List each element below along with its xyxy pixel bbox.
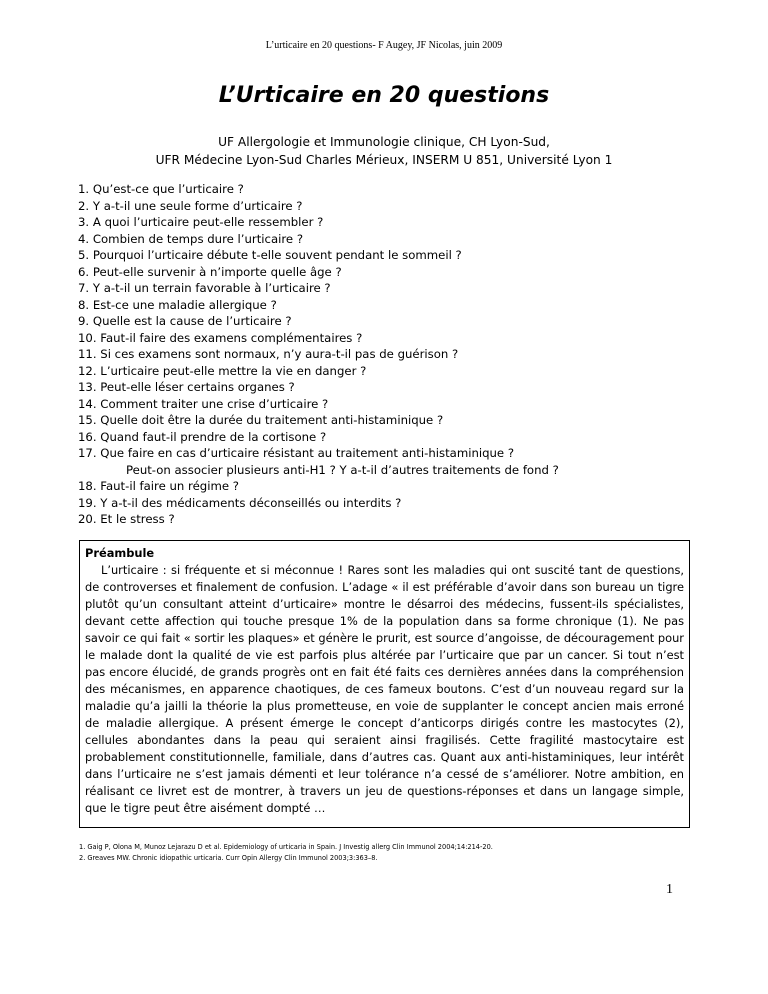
question-item: 5. Pourquoi l’urticaire débute t-elle souvent pendant le sommeil ?	[78, 248, 462, 262]
question-item: 7. Y a-t-il un terrain favorable à l’urticaire ?	[78, 281, 331, 295]
reference-item: 2. Greaves MW. Chronic idiopathic urticaria. Curr Opin Allergy Clin Immunol 2003;3:363–8.	[79, 854, 378, 862]
references	[79, 842, 699, 864]
question-item: 9. Quelle est la cause de l’urticaire ?	[78, 314, 292, 328]
question-item: 8. Est-ce une maladie allergique ?	[78, 297, 277, 312]
question-item: 6. Peut-elle survenir à n’importe quelle âge ?	[78, 264, 342, 279]
affiliation-line-2: UFR Médecine Lyon-Sud Charles Mérieux, INSERM U 851, Université Lyon 1	[155, 153, 613, 167]
question-item: 1. Qu’est-ce que l’urticaire ?	[78, 182, 244, 196]
question-item: 16. Quand faut-il prendre de la cortisone ?	[78, 429, 327, 444]
question-item: 13. Peut-elle léser certains organes ?	[78, 380, 295, 394]
question-list	[78, 181, 718, 528]
preamble-box	[79, 540, 690, 828]
question-item: 12. L’urticaire peut-elle mettre la vie en danger ?	[78, 363, 367, 378]
page-number: 1	[666, 882, 673, 897]
document-title: L’Urticaire en 20 questions	[218, 83, 550, 108]
question-item: 17. Que faire en cas d’urticaire résistant au traitement anti-histaminique ?	[78, 446, 515, 460]
question-item: 10. Faut-il faire des examens complémentaires ?	[78, 330, 363, 345]
question-item: 20. Et le stress ?	[78, 512, 175, 526]
question-item-continuation: Peut-on associer plusieurs anti-H1 ? Y a-t-il d’autres traitements de fond ?	[126, 462, 559, 477]
question-item: 11. Si ces examens sont normaux, n’y aura-t-il pas de guérison ?	[78, 347, 459, 361]
question-item: 2. Y a-t-il une seule forme d’urticaire ?	[78, 198, 303, 213]
question-item: 14. Comment traiter une crise d’urticaire ?	[78, 396, 329, 411]
preamble-heading: Préambule	[85, 546, 155, 560]
reference-item: 1. Gaig P, Olona M, Munoz Lejarazu D et al. Epidemiology of urticaria in Spain. J Investig allerg Clin Immunol 2004;14:214-20.	[79, 843, 493, 851]
question-item: 19. Y a-t-il des médicaments déconseillés ou interdits ?	[78, 495, 402, 510]
question-item: 15. Quelle doit être la durée du traitement anti-histaminique ?	[78, 413, 444, 427]
question-item: 4. Combien de temps dure l’urticaire ?	[78, 231, 304, 246]
question-item: 18. Faut-il faire un régime ?	[78, 479, 239, 493]
question-item: 3. A quoi l’urticaire peut-elle ressembler ?	[78, 215, 324, 229]
preamble-text: L’urticaire : si fréquente et si méconnue ! Rares sont les maladies qui ont suscité tant de questions, de controverses et finalement de confusion. L’adage « il est préférable d’avoir dans son bureau un tigre plutôt qu’un consultant atteint d’urticaire» montre le désarroi des médecins, fussent-ils spécialistes, devant cette affection qui touche presque 1% de la population dans sa forme chronique (1). Ne pas savoir ce qui fait « sortir les plaques» et génère le prurit, est source d’angoisse, de découragement pour le malade dont la qualité de vie est parfois plus altérée par l’urticaire que par un cancer. Si tout n’est pas encore élucidé, de grands progrès ont en fait été faits ces dernières années dans la compréhension des mécanismes, en apparence chaotiques, de ces fameux boutons. C’est d’un nouveau regard sur la maladie qu’a jailli la théorie la plus prometteuse, en voie de supplanter le concept ancien mais erroné de maladie allergique. A présent émerge le concept d’anticorps dirigés contre les mastocytes (2), cellules abondantes dans la peau qui seraient ainsi fragilisés. Cette fragilité mastocytaire est probablement constitutionnelle, familiale, dans d’autres cas. Quant aux anti-histaminiques, leur intérêt dans l’urticaire ne s’est jamais démenti et leur tolérance n’a cessé de s’améliorer. Notre ambition, en réalisant ce livret est de montrer, à travers un jeu de questions-réponses et dans un langage simple, que le tigre peut être aisément dompté …	[85, 563, 684, 815]
running-header: L’urticaire en 20 questions- F Augey, JF Nicolas, juin 2009	[265, 40, 503, 51]
affiliation-line-1: UF Allergologie et Immunologie clinique, CH Lyon-Sud,	[218, 135, 550, 149]
